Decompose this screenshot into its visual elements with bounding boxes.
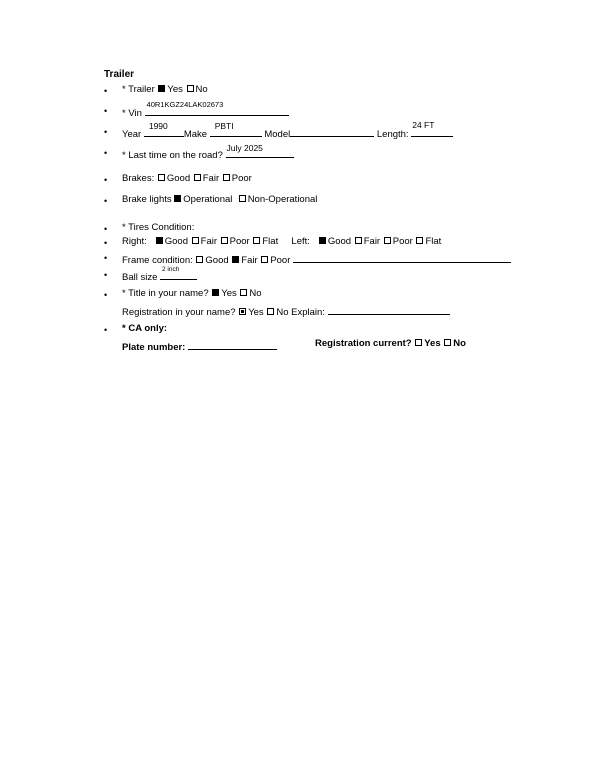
brake-lights-row [122, 194, 317, 206]
right-good-checkbox[interactable] [156, 237, 163, 244]
registration-yes-checkbox[interactable] [239, 308, 246, 315]
frame-notes-field[interactable] [293, 251, 511, 263]
frame-fair-label: Fair [241, 255, 258, 266]
vehicle-row [122, 120, 453, 141]
ca-row [122, 338, 277, 354]
right-poor-label: Poor [229, 236, 250, 247]
registration-current-no-label: No [453, 338, 466, 349]
bullet: • [104, 148, 108, 158]
bullet: • [104, 127, 108, 137]
registration-no-label: No [276, 307, 289, 318]
title-no-checkbox[interactable] [240, 289, 247, 296]
registration-current-yes-checkbox[interactable] [415, 339, 422, 346]
registration-current-no-checkbox[interactable] [444, 339, 451, 346]
bullet: • [104, 270, 108, 280]
bullet: • [104, 175, 108, 185]
frame-good-label: Good [205, 255, 229, 266]
right-fair-checkbox[interactable] [192, 237, 199, 244]
bullet: • [104, 253, 108, 263]
left-good-label: Good [327, 236, 352, 247]
vin-field[interactable] [145, 100, 289, 116]
make-field[interactable] [210, 121, 262, 137]
length-field[interactable] [411, 120, 453, 137]
left-poor-label: Poor [392, 236, 413, 247]
frame-row [122, 251, 511, 267]
brakes-poor-checkbox[interactable] [223, 174, 230, 181]
last-time-value: July 2025 [226, 143, 263, 153]
year-field[interactable] [144, 121, 184, 137]
registration-label: Registration in your name? [122, 307, 236, 318]
brakes-poor-label: Poor [231, 173, 252, 184]
year-label: Year [122, 129, 142, 140]
last-time-field[interactable] [226, 143, 294, 158]
bullet: • [104, 86, 108, 96]
brakes-label: Brakes: [122, 173, 155, 184]
brake-lights-nonoperational-checkbox[interactable] [239, 195, 246, 202]
vin-label: * Vin [122, 108, 142, 119]
ball-size-label: Ball size [122, 272, 158, 283]
vin-value: 40R1KGZ24LAK02673 [146, 100, 224, 109]
plate-field[interactable] [188, 338, 277, 350]
tires-row [122, 236, 441, 248]
trailer-no-label: No [195, 84, 208, 95]
registration-current-row [315, 338, 466, 350]
bullet: • [104, 196, 108, 206]
right-flat-checkbox[interactable] [253, 237, 260, 244]
bullet: • [104, 224, 108, 234]
ball-size-row [122, 268, 197, 284]
trailer-row [122, 84, 208, 96]
registration-no-checkbox[interactable] [267, 308, 274, 315]
left-flat-label: Flat [425, 236, 442, 247]
explain-field[interactable] [328, 303, 450, 315]
brakes-fair-checkbox[interactable] [194, 174, 201, 181]
title-label: * Title in your name? [122, 288, 209, 299]
registration-yes-label: Yes [248, 307, 264, 318]
trailer-label: * Trailer [122, 84, 155, 95]
brake-lights-label: Brake lights [122, 194, 172, 205]
ball-size-field[interactable] [160, 268, 197, 280]
bullet: • [104, 238, 108, 248]
tires-right-label: Right: [122, 236, 147, 247]
right-poor-checkbox[interactable] [221, 237, 228, 244]
frame-good-checkbox[interactable] [196, 256, 203, 263]
title-yes-checkbox[interactable] [212, 289, 219, 296]
right-flat-label: Flat [262, 236, 279, 247]
bullet: • [104, 106, 108, 116]
title-no-label: No [249, 288, 262, 299]
title-yes-label: Yes [221, 288, 237, 299]
left-poor-checkbox[interactable] [384, 237, 391, 244]
right-fair-label: Fair [200, 236, 218, 247]
brake-lights-operational-label: Operational [183, 194, 233, 205]
ball-size-value: 2 inch [162, 266, 180, 273]
registration-current-yes-label: Yes [424, 338, 441, 349]
last-time-label: * Last time on the road? [122, 150, 223, 161]
model-label: Model [264, 129, 291, 140]
frame-label: Frame condition: [122, 255, 193, 266]
trailer-no-checkbox[interactable] [187, 85, 194, 92]
registration-current-label: Registration current? [315, 338, 412, 349]
brakes-fair-label: Fair [202, 173, 220, 184]
brakes-good-label: Good [166, 173, 191, 184]
trailer-yes-label: Yes [167, 84, 183, 95]
last-time-row [122, 143, 294, 162]
section-title: Trailer [104, 69, 135, 80]
brake-lights-nonoperational-label: Non-Operational [247, 194, 318, 205]
registration-row [122, 303, 450, 319]
tires-left-label: Left: [291, 236, 310, 247]
tires-heading: * Tires Condition: [122, 222, 195, 233]
plate-label: Plate number: [122, 342, 186, 353]
frame-poor-checkbox[interactable] [261, 256, 268, 263]
trailer-yes-checkbox[interactable] [158, 85, 165, 92]
left-good-checkbox[interactable] [319, 237, 326, 244]
length-value: 24 FT [412, 120, 435, 130]
bullet: • [104, 325, 108, 335]
right-good-label: Good [164, 236, 188, 247]
make-value: PBTI [214, 121, 234, 131]
bullet: • [104, 290, 108, 300]
brakes-row [122, 173, 252, 185]
make-label: Make [183, 129, 208, 140]
left-fair-checkbox[interactable] [355, 237, 362, 244]
year-value: 1990 [148, 121, 168, 131]
ca-heading: * CA only: [122, 323, 168, 334]
length-label: Length: [376, 129, 409, 140]
title-row [122, 288, 262, 300]
brake-lights-operational-checkbox[interactable] [174, 195, 181, 202]
vin-row [122, 100, 289, 120]
left-flat-checkbox[interactable] [416, 237, 423, 244]
frame-fair-checkbox[interactable] [232, 256, 239, 263]
explain-label: Explain: [291, 307, 325, 318]
brakes-good-checkbox[interactable] [158, 174, 165, 181]
frame-poor-label: Poor [270, 255, 291, 266]
left-fair-label: Fair [363, 236, 381, 247]
model-field[interactable] [290, 125, 374, 137]
